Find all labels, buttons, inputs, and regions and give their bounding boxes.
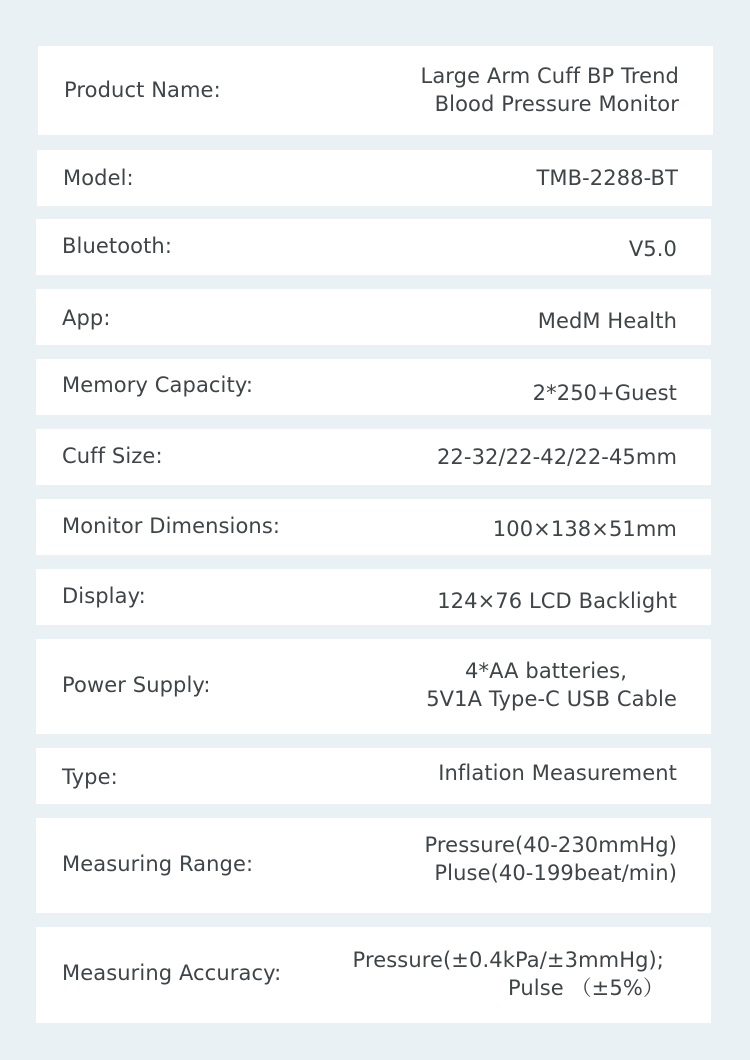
spec-row-app bbox=[36, 289, 711, 345]
spec-row-cuff-size bbox=[36, 429, 711, 485]
spec-value-line: Pluse(40-199beat/min) bbox=[434, 861, 677, 885]
spec-value-line: V5.0 bbox=[628, 237, 677, 261]
spec-value bbox=[493, 515, 677, 543]
spec-value-line: MedM Health bbox=[537, 309, 677, 333]
spec-value-line: Blood Pressure Monitor bbox=[434, 92, 679, 116]
spec-value bbox=[353, 946, 664, 1002]
spec-value bbox=[437, 587, 677, 615]
spec-value-line: 4*AA batteries, bbox=[465, 659, 627, 683]
spec-value-line: 124×76 LCD Backlight bbox=[437, 589, 677, 613]
spec-value-line: 100×138×51mm bbox=[492, 517, 677, 541]
spec-value bbox=[533, 379, 677, 407]
spec-row-model bbox=[37, 150, 712, 206]
spec-value-line: Pressure(±0.4kPa/±3mmHg); bbox=[352, 948, 664, 972]
spec-row-memory-capacity bbox=[36, 359, 711, 415]
spec-value-line: 2*250+Guest bbox=[532, 381, 677, 405]
spec-row-power-supply bbox=[36, 639, 711, 734]
spec-value-line: TMB-2288-BT bbox=[536, 166, 678, 190]
spec-label: Memory Capacity: bbox=[62, 373, 253, 397]
spec-label: Type: bbox=[62, 765, 118, 789]
spec-row-bluetooth bbox=[36, 219, 711, 275]
spec-value bbox=[426, 657, 677, 713]
spec-label: Measuring Range: bbox=[62, 852, 254, 876]
spec-row-measuring-range bbox=[36, 818, 711, 913]
spec-row-product-name bbox=[38, 46, 713, 135]
spec-label: Cuff Size: bbox=[62, 444, 163, 468]
spec-value bbox=[425, 831, 677, 887]
spec-label: Product Name: bbox=[64, 78, 221, 102]
spec-row-type bbox=[36, 748, 711, 804]
spec-value bbox=[536, 164, 678, 192]
spec-label: App: bbox=[62, 306, 111, 330]
spec-label: Model: bbox=[63, 166, 134, 190]
spec-value bbox=[629, 235, 677, 263]
spec-value-line: Pulse （±5%） bbox=[508, 976, 664, 1000]
spec-row-display bbox=[36, 569, 711, 625]
spec-value bbox=[538, 307, 677, 335]
spec-label: Display: bbox=[62, 584, 146, 608]
spec-label: Measuring Accuracy: bbox=[62, 961, 282, 985]
spec-value bbox=[438, 759, 677, 787]
spec-label: Bluetooth: bbox=[62, 234, 173, 258]
spec-value-line: Large Arm Cuff BP Trend bbox=[420, 64, 679, 88]
spec-label: Power Supply: bbox=[62, 673, 211, 697]
spec-value-line: 5V1A Type-C USB Cable bbox=[426, 687, 677, 711]
spec-value-line: 22-32/22-42/22-45mm bbox=[436, 445, 677, 469]
spec-label: Monitor Dimensions: bbox=[62, 514, 281, 538]
spec-value bbox=[421, 62, 679, 118]
spec-value-line: Pressure(40-230mmHg) bbox=[424, 833, 677, 857]
spec-row-measuring-accuracy bbox=[36, 927, 711, 1023]
spec-value bbox=[437, 443, 677, 471]
spec-value-line: Inflation Measurement bbox=[438, 761, 677, 785]
spec-row-monitor-dimensions bbox=[36, 499, 711, 555]
